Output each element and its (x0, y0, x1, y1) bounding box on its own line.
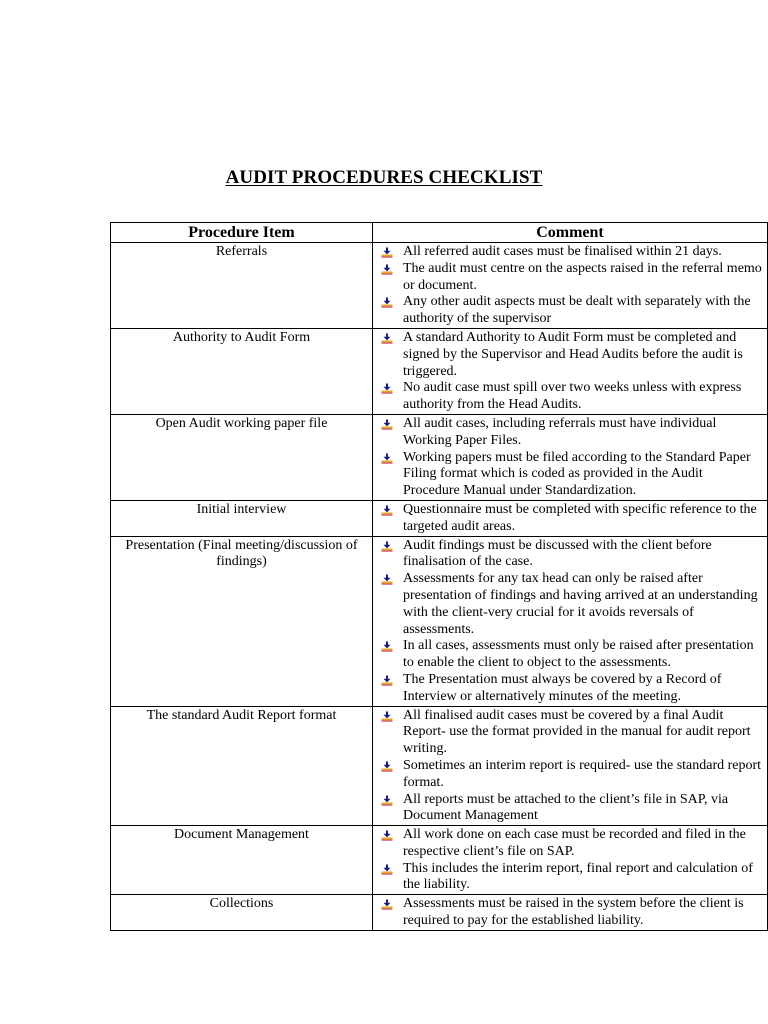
arrow-bullet-icon (381, 333, 393, 344)
arrow-bullet-icon (381, 761, 393, 772)
comment-list-item (381, 380, 763, 414)
comment-list (381, 827, 763, 894)
comment-text: This includes the interim report, final report and calculation of the liability. (403, 860, 753, 893)
comment-list-item (381, 416, 763, 450)
procedure-item-cell: Presentation (Final meeting/discussion of findings) (111, 536, 373, 706)
table-row (111, 536, 768, 706)
comment-list (381, 538, 763, 706)
comment-list-item (381, 708, 763, 758)
arrow-bullet-icon (381, 297, 393, 308)
arrow-bullet-icon (381, 675, 393, 686)
comment-list (381, 330, 763, 414)
arrow-bullet-icon (381, 574, 393, 585)
comment-list-item (381, 294, 763, 328)
table-row (111, 826, 768, 895)
comment-text: Working papers must be filed according to the Standard Paper Filing format which is coded as provided in the Audit Procedure Manual under Standardization. (403, 449, 751, 499)
comment-list-item (381, 827, 763, 861)
comment-cell (373, 895, 768, 931)
arrow-bullet-icon (381, 830, 393, 841)
arrow-bullet-icon (381, 641, 393, 652)
comment-text: Audit findings must be discussed with the client before finalisation of the case. (403, 537, 712, 570)
comment-cell (373, 500, 768, 536)
comment-text: Any other audit aspects must be dealt with separately with the authority of the supervisor (403, 294, 751, 327)
arrow-bullet-icon (381, 541, 393, 552)
arrow-bullet-icon (381, 419, 393, 430)
document-title: AUDIT PROCEDURES CHECKLIST (225, 167, 543, 188)
arrow-bullet-icon (381, 247, 393, 258)
comment-text: In all cases, assessments must only be raised after presentation to enable the client to object to the assessments. (403, 638, 754, 671)
procedure-item-cell: Document Management (111, 826, 373, 895)
comment-list (381, 896, 763, 930)
arrow-bullet-icon (381, 864, 393, 875)
comment-list-item (381, 261, 763, 295)
comment-text: Sometimes an interim report is required- use the standard report format. (403, 757, 762, 790)
arrow-bullet-icon (381, 505, 393, 516)
table-header-row (111, 223, 768, 243)
procedure-item-cell: Authority to Audit Form (111, 328, 373, 414)
comment-list-item (381, 672, 763, 706)
comment-text: Assessments must be raised in the system before the client is required to pay for the established liability. (403, 896, 744, 929)
table-row (111, 414, 768, 500)
comment-text: All referred audit cases must be finalised within 21 days. (403, 244, 722, 259)
comment-text: No audit case must spill over two weeks unless with express authority from the Head Audits. (403, 380, 742, 413)
header-procedure-item: Procedure Item (111, 223, 373, 243)
arrow-bullet-icon (381, 899, 393, 910)
comment-list-item (381, 758, 763, 792)
comment-text: A standard Authority to Audit Form must be completed and signed by the Supervisor and Head Audits before the audit is triggered. (403, 329, 743, 379)
procedure-item-cell: Initial interview (111, 500, 373, 536)
table-body (111, 243, 768, 931)
comment-list-item (381, 896, 763, 930)
comment-cell (373, 328, 768, 414)
comment-list-item (381, 861, 763, 895)
header-comment: Comment (373, 223, 768, 243)
arrow-bullet-icon (381, 453, 393, 464)
procedure-item-cell: Open Audit working paper file (111, 414, 373, 500)
comment-text: Questionnaire must be completed with specific reference to the targeted audit areas. (403, 501, 757, 534)
comment-text: Assessments for any tax head can only be raised after presentation of findings and having arrived at an understanding with the client-very crucial for it avoids reversals of assessments. (403, 571, 758, 637)
comment-cell (373, 706, 768, 826)
table-row (111, 706, 768, 826)
arrow-bullet-icon (381, 711, 393, 722)
procedure-item-cell: The standard Audit Report format (111, 706, 373, 826)
audit-checklist-table (110, 222, 768, 931)
comment-list-item (381, 244, 763, 261)
table-row (111, 328, 768, 414)
comment-list-item (381, 502, 763, 536)
comment-list (381, 416, 763, 500)
comment-list (381, 708, 763, 826)
comment-text: All work done on each case must be recorded and filed in the respective client’s file on SAP. (403, 827, 746, 859)
arrow-bullet-icon (381, 264, 393, 275)
arrow-bullet-icon (381, 383, 393, 394)
comment-cell (373, 536, 768, 706)
table-row (111, 895, 768, 931)
comment-cell (373, 243, 768, 329)
comment-list-item (381, 792, 763, 826)
comment-list-item (381, 538, 763, 572)
comment-list (381, 244, 763, 328)
comment-cell (373, 414, 768, 500)
comment-text: The audit must centre on the aspects raised in the referral memo or document. (403, 260, 762, 293)
comment-text: The Presentation must always be covered by a Record of Interview or alternatively minutes of the meeting. (403, 671, 722, 704)
table-row (111, 243, 768, 329)
table-row (111, 500, 768, 536)
comment-list-item (381, 330, 763, 380)
comment-cell (373, 826, 768, 895)
procedure-item-cell: Referrals (111, 243, 373, 329)
comment-text: All audit cases, including referrals must have individual Working Paper Files. (403, 415, 717, 448)
comment-text: All finalised audit cases must be covered by a final Audit Report- use the format provided in the manual for audit report writing. (403, 707, 751, 757)
comment-list-item (381, 571, 763, 638)
procedure-item-cell: Collections (111, 895, 373, 931)
comment-list-item (381, 638, 763, 672)
comment-list (381, 502, 763, 536)
comment-list-item (381, 450, 763, 500)
arrow-bullet-icon (381, 795, 393, 806)
comment-text: All reports must be attached to the client’s file in SAP, via Document Management (403, 791, 729, 824)
